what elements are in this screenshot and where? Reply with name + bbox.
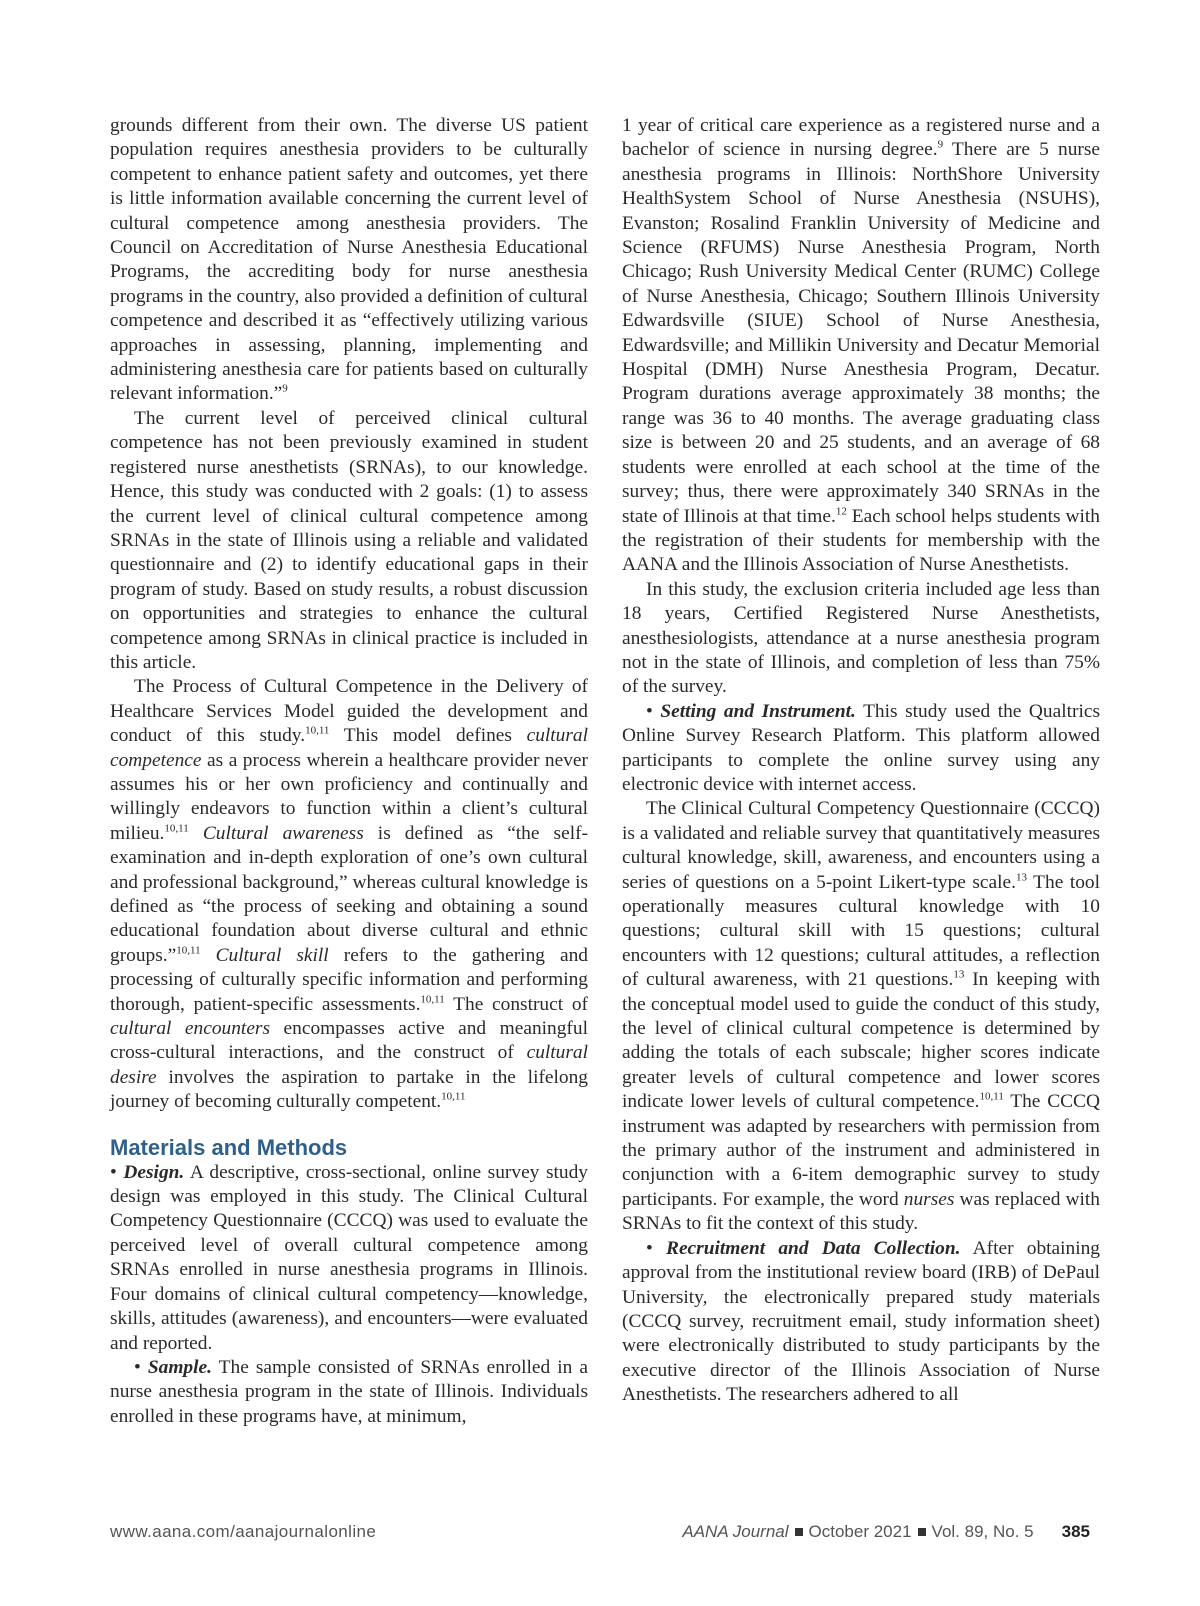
citation: 9 bbox=[282, 383, 288, 395]
citation: 10,11 bbox=[420, 993, 445, 1006]
run-in-heading: Design. bbox=[123, 1161, 185, 1183]
left-column bbox=[110, 114, 588, 1429]
paragraph: The Process of Cultural Competence in the Delivery of Healthcare Services Model guided the development and conduct of this study.$^{10,11}$ This model defines cultural competence as a process wherein a healthcare provider never assumes his or her own proficiency and continually and willingly endeavors to function within a client’s cultural milieu.$^{10,11}$ Cultural awareness is defined as “the self-examination and in-depth exploration of one’s own cultural and professional background,” whereas cultural knowledge is defined as “the process of seeking and obtaining a sound educational foundation about diverse cultural and ethnic groups.”$^{10,11}$ Cultural skill refers to the gathering and processing of culturally specific information and performing thorough, patient-specific assessments.$^{10,11}$ The construct of cultural encounters encompasses active and meaningful cross-cultural interactions, and the construct of cultural desire involves the aspiration to partake in the lifelong journey of becoming culturally competent.$^{10,11}$ bbox=[110, 676, 588, 1113]
volume-issue: Vol. 89, No. 5 bbox=[931, 1522, 1034, 1541]
section-heading: Materials and Methods bbox=[110, 1134, 348, 1160]
square-bullet-icon bbox=[795, 1528, 803, 1536]
paragraph: • Design. A descriptive, cross-sectional, online survey study design was employed in this study. The Clinical Cultural Competency Questionnaire (CCCQ) was used to evaluate the perceived level of overall cultural competence among SRNAs enrolled in nurse anesthesia programs in Illinois. Four domains of clinical cultural competency—knowledge, skills, attitudes (awareness), and encounters—were evaluated and reported. bbox=[110, 1161, 588, 1354]
page-number: 385 bbox=[1061, 1522, 1090, 1541]
paragraph: • Sample. The sample consisted of SRNAs enrolled in a nurse anesthesia program in the state of Illinois. Individuals enrolled in these programs have, at minimum, bbox=[110, 1356, 589, 1427]
paragraph: The Clinical Cultural Competency Questionnaire (CCCQ) is a validated and reliable survey that quantitatively measures cultural knowledge, skill, awareness, and encounters using a series of questions on a 5-point Likert-type scale.$^{13}$ The tool operationally measures cultural knowledge with 10 questions; cultural skill with 15 questions; cultural encounters with 12 questions; cultural attitudes, a reflection of cultural awareness, with 21 questions.$^{13}$ In keeping with the conceptual model used to guide the conduct of this study, the level of clinical cultural competence is determined by adding the totals of each subscale; higher scores indicate greater levels of cultural competence and lower scores indicate lower levels of cultural competence.$^{10,11}$ The CCCQ instrument was adapted by researchers with permission from the primary author of the instrument and administered in conjunction with a 6-item demographic survey to study participants. For example, the word nurses was replaced with SRNAs to fit the context of this study. bbox=[622, 798, 1100, 1235]
citation: 10,11 bbox=[176, 944, 201, 957]
citation: 10,11 bbox=[164, 822, 189, 835]
term: cultural competence bbox=[110, 725, 588, 771]
journal-name: AANA Journal bbox=[682, 1522, 789, 1541]
paragraph: 1 year of critical care experience as a registered nurse and a bachelor of science in nursing degree.$^9$ There are 5 nurse anesthesia programs in Illinois: NorthShore University HealthSystem School of Nurse Anesthesia (NSUHS), Evanston; Rosalind Franklin University of Medicine and Science (RFUMS) Nurse Anesthesia Program, North Chicago; Rush University Medical Center (RUMC) College of Nurse Anesthesia, Chicago; Southern Illinois University Edwardsville (SIUE) School of Nurse Anesthesia, Edwardsville; and Millikin University and Decatur Memorial Hospital (DMH) Nurse Anesthesia Program, Decatur. Program durations average approximately 38 months; the range was 36 to 40 months. The average graduating class size is between 20 and 25 students, and an average of 68 students were enrolled at each school at the time of the survey; thus, there were approximately 340 SRNAs in the state of Illinois at that time.$^{12}$ Each school helps students with the registration of their students for membership with the AANA and the Illinois Association of Nurse Anesthetists. bbox=[622, 115, 1101, 576]
run-in-heading: Setting and Instrument. bbox=[660, 700, 856, 722]
footer-citation bbox=[682, 1521, 1090, 1543]
term: cultural encounters bbox=[110, 1018, 271, 1040]
square-bullet-icon bbox=[918, 1528, 926, 1536]
citation: 10,11 bbox=[441, 1090, 466, 1103]
citation: 13 bbox=[953, 968, 965, 981]
term: Cultural awareness bbox=[202, 822, 364, 844]
issue-date: October 2021 bbox=[808, 1522, 912, 1541]
paragraph: The current level of perceived clinical cultural competence has not been previously examined in student registered nurse anesthetists (SRNAs), to our knowledge. Hence, this study was conducted with 2 goals: (1) to assess the current level of clinical cultural competence among SRNAs in the state of Illinois using a reliable and validated questionnaire and (2) to identify educational gaps in their program of study. Based on study results, a robust discussion on opportunities and strategies to enhance the cultural competence among SRNAs in clinical practice is included in this article. bbox=[110, 407, 588, 673]
term: cultural desire bbox=[110, 1042, 588, 1088]
citation: 12 bbox=[835, 505, 847, 518]
citation: 9 bbox=[937, 138, 944, 151]
footer-url[interactable]: www.aana.com/aanajournalonline bbox=[110, 1522, 377, 1541]
paragraph: grounds different from their own. The diverse US patient population requires anesthesia providers to be culturally competent to enhance patient safety and outcomes, yet there is little information available concerning the current level of cultural competence among anesthesia providers. The Council on Accreditation of Nurse Anesthesia Educational Programs, the accrediting body for nurse anesthesia programs in the country, also provided a definition of cultural competence and described it as “effectively utilizing various approaches in assessing, planning, implementing and administering anesthesia care for patients based on culturally relevant information.”$^9$ bbox=[110, 115, 588, 405]
run-in-heading: Sample. bbox=[147, 1356, 212, 1378]
run-in-heading: Recruitment and Data Collection. bbox=[666, 1237, 961, 1259]
citation: 10,11 bbox=[979, 1090, 1004, 1103]
paragraph: • Setting and Instrument. This study used the Qualtrics Online Survey Research Platform. This platform allowed participants to complete the online survey using any electronic device with internet access. bbox=[622, 700, 1100, 795]
right-column bbox=[622, 114, 1100, 1408]
term: Cultural skill bbox=[215, 944, 329, 966]
paragraph: In this study, the exclusion criteria included age less than 18 years, Certified Registered Nurse Anesthetists, anesthesiologists, attendance at a nurse anesthesia program not in the state of Illinois, and completion of less than 75% of the survey. bbox=[622, 578, 1100, 698]
citation: 13 bbox=[1016, 871, 1027, 884]
term: nurses bbox=[903, 1188, 955, 1210]
citation: 10,11 bbox=[305, 724, 330, 737]
paragraph: • Recruitment and Data Collection. After obtaining approval from the institutional review board (IRB) of DePaul University, the electronically prepared study materials (CCCQ survey, recruitment email, study information sheet) were electronically distributed to study participants by the executive director of the Illinois Association of Nurse Anesthetists. The researchers adhered to all bbox=[622, 1237, 1100, 1406]
